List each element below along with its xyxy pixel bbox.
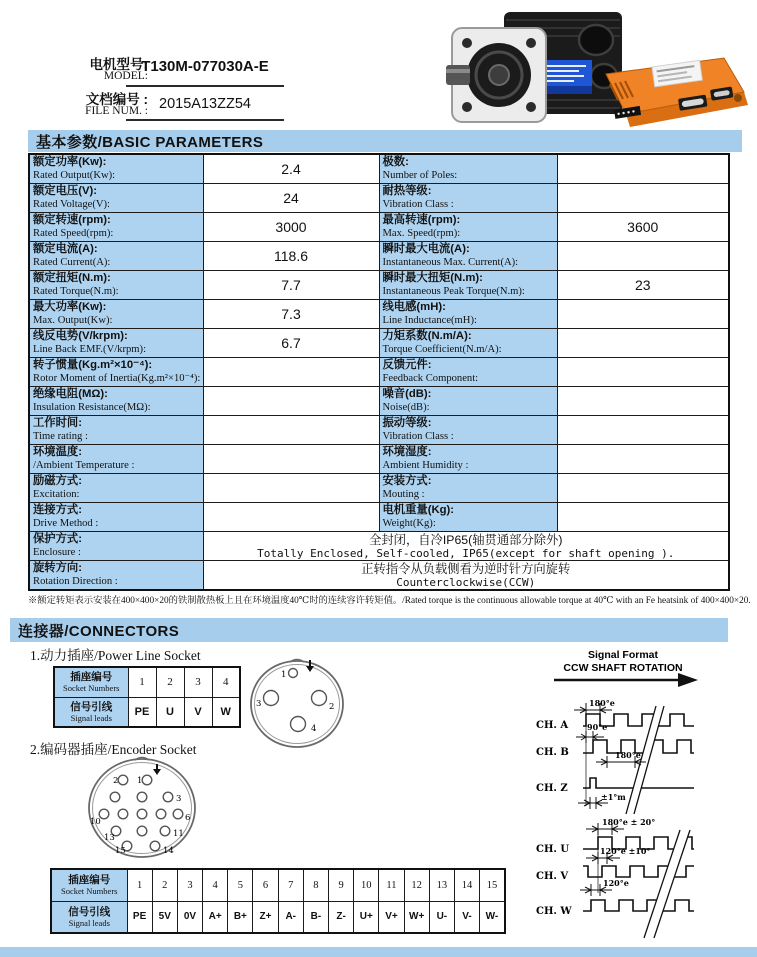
file-underline (126, 119, 284, 121)
socket-cell: Z- (329, 901, 354, 933)
param-label-en: /Ambient Temperature : (33, 460, 135, 471)
socket-cell: A- (278, 901, 303, 933)
socket-cell: PE (127, 901, 152, 933)
param-label (379, 387, 557, 416)
param-value (203, 358, 379, 387)
param-label (379, 184, 557, 213)
socket-table-row (51, 901, 505, 933)
param-value (203, 416, 379, 445)
socket-cell: 9 (329, 869, 354, 901)
socket-cell: W- (480, 901, 505, 933)
param-value (203, 387, 379, 416)
param-label (379, 300, 557, 329)
param-label-cn: 额定电流(A): (33, 243, 98, 255)
span-value-cn: 正转指令从负载侧看为逆时针方向旋转 (361, 561, 571, 576)
param-value (203, 445, 379, 474)
pin-label: 10 (90, 817, 101, 827)
socket-cell: 3 (184, 667, 212, 697)
pin-label: 2 (113, 776, 119, 786)
param-label-cn: 力矩系数(N.m/A): (382, 330, 472, 342)
channel-label: CH. W (536, 906, 572, 917)
param-label-cn: 振动等级: (382, 417, 432, 429)
motor-nameplate-band (542, 86, 592, 94)
socket-cell: 2 (156, 667, 184, 697)
param-row (29, 387, 729, 416)
param-span-value (203, 561, 729, 591)
orientation-arrow-head (306, 666, 314, 672)
param-label-en: Rated Voltage(V): (33, 199, 110, 210)
socket-cell: 6 (253, 869, 278, 901)
param-label-en: Rotor Moment of Inertia(Kg.m²×10⁻⁴): (33, 373, 201, 384)
param-row (29, 329, 729, 358)
param-label-en: Enclosure : (33, 547, 81, 558)
param-label-cn: 最高转速(rpm): (382, 214, 461, 226)
param-label (29, 532, 203, 561)
pin-label: 3 (256, 699, 262, 709)
socket-row-header-cn: 信号引线 (70, 700, 113, 713)
span-value-cn: 全封闭，自冷IP65(轴贯通部分除外) (369, 532, 563, 547)
pin-label: 4 (311, 724, 317, 734)
param-value: 3000 (203, 213, 379, 242)
param-label-en: Feedback Component: (382, 373, 479, 384)
param-label-cn: 电机重量(Kg): (382, 504, 455, 516)
param-label (379, 213, 557, 242)
param-label-cn: 环境温度: (33, 446, 82, 458)
channel-label: CH. A (536, 720, 569, 731)
socket-cell: U+ (354, 901, 379, 933)
power-socket-table (53, 666, 241, 728)
param-label-cn: 转子惯量(Kg.m²×10⁻⁴): (33, 359, 153, 371)
param-label (29, 561, 203, 591)
dim-label-b1: 90°e (587, 722, 608, 732)
socket-cell: 4 (212, 667, 240, 697)
orientation-arrow-icon (156, 764, 158, 769)
param-value: 118.6 (203, 242, 379, 271)
wave-ch-w (583, 900, 694, 911)
break-mask (644, 830, 690, 938)
param-label (29, 387, 203, 416)
dim-label-v: 120°e ±10° (600, 846, 651, 856)
param-value (557, 503, 729, 532)
param-label (29, 474, 203, 503)
model-label-en: MODEL: (103, 70, 148, 82)
socket-cell: A+ (203, 901, 228, 933)
param-row (29, 184, 729, 213)
param-value (557, 242, 729, 271)
param-value (557, 154, 729, 184)
socket-row-header-en: Signal leads (68, 917, 110, 928)
param-label (29, 154, 203, 184)
param-label-cn: 线电感(mH): (382, 301, 446, 313)
encoder-socket-table (50, 868, 506, 934)
param-label-en: Torque Coefficient(N.m/A): (382, 344, 502, 355)
param-row (29, 213, 729, 242)
socket-row-header (51, 869, 127, 901)
param-label-en: Rated Torque(N.m): (33, 286, 119, 297)
waveforms (583, 714, 694, 911)
signal-format-title: Signal Format (587, 649, 659, 661)
param-label (379, 474, 557, 503)
param-label (379, 503, 557, 532)
param-label (29, 300, 203, 329)
param-label-en: Vibration Class : (382, 199, 454, 210)
socket-row-header-en: Signal leads (70, 712, 112, 723)
file-value: 2015A13ZZ54 (159, 96, 251, 112)
param-span-row (29, 561, 729, 591)
param-label (29, 358, 203, 387)
param-label-en: Time rating : (33, 431, 88, 442)
socket-cell: PE (128, 697, 156, 727)
param-span-row (29, 532, 729, 561)
model-value: T130M-077030A-E (141, 58, 269, 75)
socket-row-header-en: Socket Numbers (61, 886, 118, 897)
socket-cell: 3 (177, 869, 202, 901)
socket-row-header-en: Socket Numbers (63, 683, 120, 694)
param-value: 7.3 (203, 300, 379, 329)
param-label (379, 271, 557, 300)
param-value (557, 474, 729, 503)
param-row (29, 154, 729, 184)
pin-label: 13 (104, 833, 115, 843)
param-label-en: Instantaneous Max. Current(A): (382, 257, 519, 268)
param-label (29, 445, 203, 474)
pin-4 (291, 717, 306, 732)
dim-label-b2: 180°e (615, 750, 641, 760)
parameters-table (28, 153, 730, 591)
param-label-cn: 额定转速(rpm): (33, 214, 111, 226)
socket-cell: 2 (152, 869, 177, 901)
param-value (557, 416, 729, 445)
ccw-rotation-title: CCW SHAFT ROTATION (563, 662, 683, 674)
param-label-cn: 反馈元件: (382, 359, 432, 371)
socket-cell: V (184, 697, 212, 727)
param-label-cn: 保护方式: (33, 533, 82, 545)
param-label-cn: 耐热等级: (382, 185, 432, 197)
channel-label: CH. V (536, 871, 569, 882)
socket-cell: 7 (278, 869, 303, 901)
dim-label-z: ±1°m (601, 792, 626, 802)
encoder-socket-heading: 2.编码器插座/Encoder Socket (30, 742, 197, 757)
orientation-arrow-head (153, 769, 161, 775)
section-connectors: 连接器/CONNECTORS (10, 618, 728, 642)
socket-row-header-cn: 插座编号 (70, 671, 113, 684)
socket-cell: 10 (354, 869, 379, 901)
param-label-en: Number of Poles: (382, 170, 458, 181)
param-value (557, 329, 729, 358)
socket-table-row (54, 667, 240, 697)
param-label (29, 503, 203, 532)
param-label-cn: 瞬时最大电流(A): (382, 243, 470, 255)
param-value: 3600 (557, 213, 729, 242)
param-label (29, 271, 203, 300)
socket-row-header (54, 667, 128, 697)
socket-cell: 0V (177, 901, 202, 933)
param-row (29, 300, 729, 329)
param-label (379, 329, 557, 358)
pin-1 (289, 669, 298, 678)
param-label-en: Weight(Kg): (382, 518, 436, 529)
socket-cell: 12 (404, 869, 429, 901)
param-row (29, 271, 729, 300)
param-label-en: Vibration Class : (382, 431, 454, 442)
param-label-cn: 旋转方向: (33, 562, 82, 574)
pin-label: 1 (137, 776, 143, 786)
param-row (29, 358, 729, 387)
rotation-arrow-head (678, 673, 698, 687)
param-label (29, 329, 203, 358)
param-label-cn: 极数: (382, 156, 409, 168)
channel-label: CH. B (536, 747, 569, 758)
pin-label: 15 (115, 846, 126, 856)
socket-table-row (54, 697, 240, 727)
param-label-cn: 连接方式: (33, 504, 82, 516)
motor-power-connector (579, 25, 613, 55)
param-row (29, 242, 729, 271)
socket-table-row (51, 869, 505, 901)
motor-shaft (446, 65, 470, 85)
param-label-cn: 瞬时最大扭矩(N.m): (382, 272, 483, 284)
param-label-cn: 最大功率(Kw): (33, 301, 107, 313)
pin-3 (264, 691, 279, 706)
pin-label: 6 (185, 813, 191, 823)
param-label (29, 213, 203, 242)
file-label-cn: 文档编号 : (85, 92, 148, 107)
param-value (557, 387, 729, 416)
power-socket-heading: 1.动力插座/Power Line Socket (30, 648, 201, 663)
model-label-cn: 电机型号: (89, 57, 148, 72)
param-label-en: Instantaneous Peak Torque(N.m): (382, 286, 525, 297)
pin-label: 1 (281, 670, 287, 680)
param-label (29, 184, 203, 213)
param-span-value (203, 532, 729, 561)
dim-label-u: 180°e ± 20° (602, 817, 656, 827)
param-label (379, 358, 557, 387)
socket-row-header (51, 901, 127, 933)
socket-cell: U (156, 697, 184, 727)
param-value: 24 (203, 184, 379, 213)
param-label (379, 154, 557, 184)
param-label-cn: 额定扭矩(N.m): (33, 272, 111, 284)
param-label-en: Max. Speed(rpm): (382, 228, 461, 239)
break-line (626, 706, 656, 814)
param-value (203, 503, 379, 532)
pin-label: 3 (176, 794, 182, 804)
channel-label: CH. U (536, 844, 570, 855)
socket-cell: 1 (127, 869, 152, 901)
socket-cell: 1 (128, 667, 156, 697)
socket-cell: 5 (228, 869, 253, 901)
socket-cell: B+ (228, 901, 253, 933)
socket-cell: U- (429, 901, 454, 933)
param-label-en: Excitation: (33, 489, 80, 500)
pin-label: 11 (173, 829, 184, 839)
channel-label: CH. Z (536, 783, 568, 794)
dim-label-a: 180°e (589, 698, 615, 708)
socket-cell: 4 (203, 869, 228, 901)
model-underline (126, 85, 284, 87)
motor-shaft-highlight (446, 69, 470, 73)
param-label-en: Rotation Direction : (33, 576, 118, 587)
file-label-en: FILE NUM. : (85, 105, 148, 117)
encoder-connector-diagram (85, 756, 199, 862)
param-label-cn: 额定功率(Kw): (33, 156, 107, 168)
param-row (29, 474, 729, 503)
span-value-en: Counterclockwise(CCW) (396, 575, 536, 589)
param-label-en: Ambient Humidity : (382, 460, 469, 471)
param-row (29, 445, 729, 474)
socket-cell: 11 (379, 869, 404, 901)
param-value (557, 358, 729, 387)
break-line (654, 830, 690, 938)
socket-cell: V+ (379, 901, 404, 933)
param-label-en: Line Inductance(mH): (382, 315, 477, 326)
pin-label: 14 (163, 846, 174, 856)
param-label (379, 445, 557, 474)
driver-image (592, 52, 757, 132)
param-value: 6.7 (203, 329, 379, 358)
driver-knob (734, 94, 742, 102)
param-value (557, 184, 729, 213)
socket-row-header-cn: 插座编号 (68, 874, 111, 887)
param-value (557, 300, 729, 329)
param-label-en: Rated Speed(rpm): (33, 228, 114, 239)
signal-format-diagram (528, 646, 757, 948)
socket-row-header (54, 697, 128, 727)
socket-cell: 15 (480, 869, 505, 901)
pin-2 (312, 691, 327, 706)
socket-cell: Z+ (253, 901, 278, 933)
param-label-cn: 线反电势(V/krpm): (33, 330, 128, 342)
param-label-en: Rated Output(Kw): (33, 170, 116, 181)
param-label-en: Rated Current(A): (33, 257, 111, 268)
dim-label-w: 120°e (603, 878, 629, 888)
socket-cell: V- (454, 901, 479, 933)
socket-cell: 8 (303, 869, 328, 901)
orientation-arrow-icon (309, 660, 311, 666)
param-label-en: Mouting : (382, 489, 425, 500)
motor-hub (489, 65, 509, 85)
pin-label: 2 (329, 702, 335, 712)
param-row (29, 416, 729, 445)
param-value (557, 445, 729, 474)
break-mask (626, 706, 664, 814)
socket-row-header-cn: 信号引线 (68, 905, 111, 918)
param-label (29, 242, 203, 271)
span-value-en: Totally Enclosed, Self-cooled, IP65(except for shaft opening ). (257, 546, 675, 560)
param-label-en: Drive Method : (33, 518, 99, 529)
param-label (379, 416, 557, 445)
param-label-cn: 额定电压(V): (33, 185, 98, 197)
param-label-en: Max. Output(Kw): (33, 315, 113, 326)
socket-cell: 14 (454, 869, 479, 901)
power-connector-diagram (247, 658, 347, 750)
param-label-en: Line Back EMF.(V/krpm): (33, 344, 147, 355)
socket-cell: 5V (152, 901, 177, 933)
param-label-cn: 工作时间: (33, 417, 82, 429)
param-value: 2.4 (203, 154, 379, 184)
param-label (379, 242, 557, 271)
param-label (29, 416, 203, 445)
socket-cell: B- (303, 901, 328, 933)
socket-cell: 13 (429, 869, 454, 901)
param-label-cn: 绝缘电阻(MΩ): (33, 388, 108, 400)
param-label-cn: 环境湿度: (382, 446, 432, 458)
bottom-strip (0, 947, 757, 957)
section-basic-parameters: 基本参数/BASIC PARAMETERS (28, 130, 742, 152)
socket-cell: W (212, 697, 240, 727)
param-label-cn: 噪音(dB): (382, 388, 432, 400)
rated-torque-footnote: ※额定转矩表示安装在400×400×20的铁制散热板上且在环境温度40℃时的连续容许转矩值。/Rated torque is the continuous allowable torque at 40℃ with an Fe heatsink of 400×400×20. (28, 596, 751, 606)
param-value: 7.7 (203, 271, 379, 300)
socket-cell: W+ (404, 901, 429, 933)
param-label-en: Insulation Resistance(MΩ): (33, 402, 151, 413)
param-label-en: Noise(dB): (382, 402, 430, 413)
param-label-cn: 安装方式: (382, 475, 432, 487)
param-value (203, 474, 379, 503)
param-label-cn: 励磁方式: (33, 475, 82, 487)
param-row (29, 503, 729, 532)
param-value: 23 (557, 271, 729, 300)
